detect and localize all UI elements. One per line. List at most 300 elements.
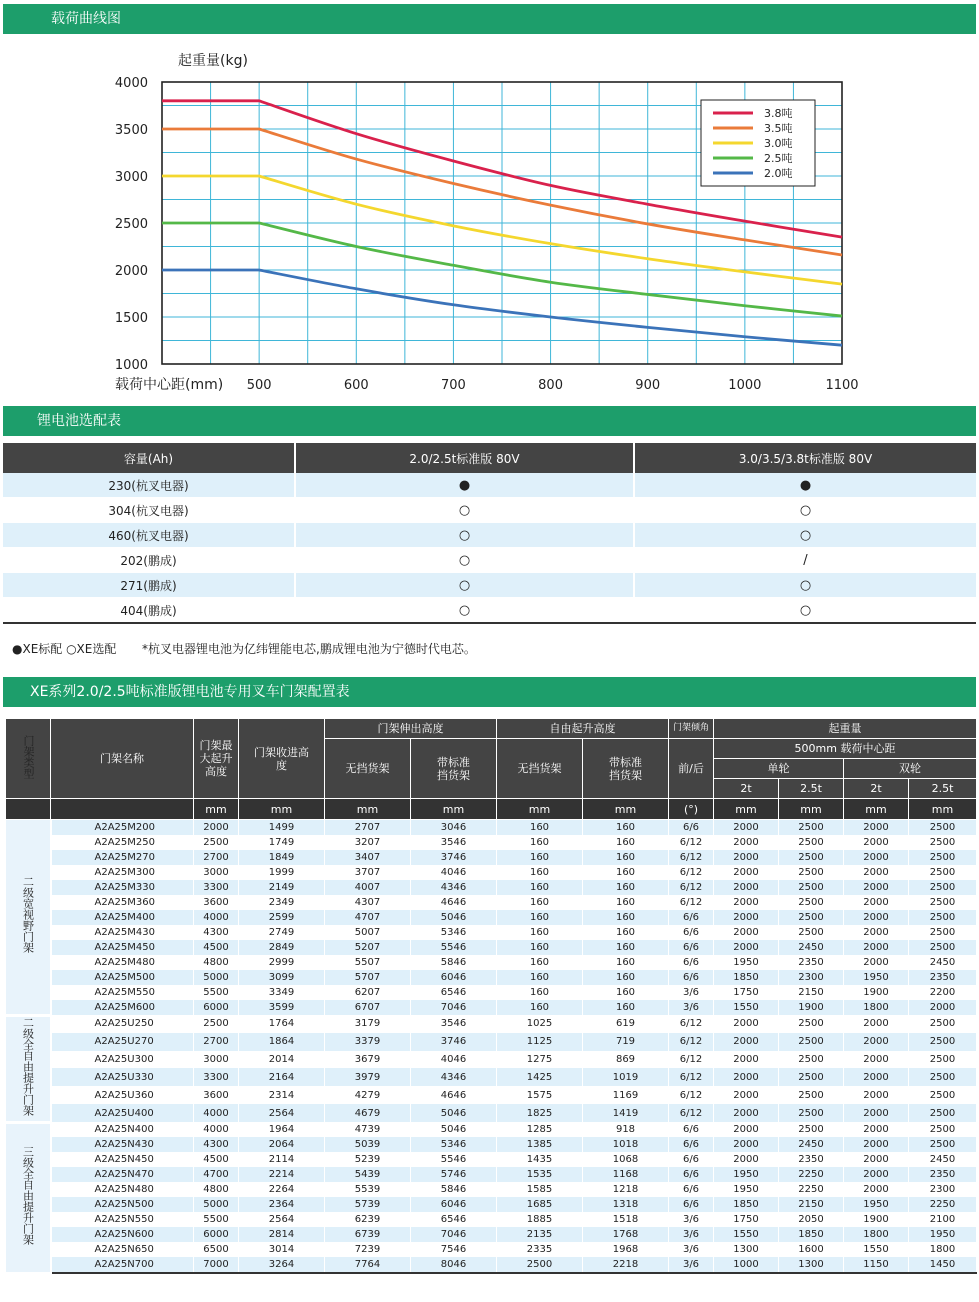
y-tick-label: 2500	[114, 217, 148, 232]
mast-value-cell: 4679	[325, 1104, 411, 1122]
mast-value-cell: 1900	[844, 1212, 909, 1227]
mast-value-cell: 1950	[714, 1167, 779, 1182]
mast-value-cell: 2000	[714, 895, 779, 910]
mast-value-cell: 2500	[779, 910, 844, 925]
mast-value-cell: 2164	[239, 1068, 325, 1086]
mast-row	[6, 910, 977, 925]
mast-value-cell: 2350	[909, 1167, 977, 1182]
mast-value-cell: 6/6	[669, 970, 714, 985]
mast-value-cell: 3600	[194, 1086, 239, 1104]
mast-value-cell: 6/6	[669, 940, 714, 955]
unit-cell: mm	[583, 799, 669, 820]
mast-value-cell: 6546	[411, 985, 497, 1000]
mast-type-label: 二级全自由提升门架	[21, 1016, 35, 1116]
mast-value-cell: 1750	[714, 985, 779, 1000]
mast-value-cell: 2500	[779, 1086, 844, 1104]
mast-value-cell: 2000	[844, 1068, 909, 1086]
mast-value-cell: 1950	[909, 1227, 977, 1242]
mast-value-cell: 2450	[779, 940, 844, 955]
mast-value-cell: 1950	[844, 1197, 909, 1212]
mast-value-cell: 2000	[844, 880, 909, 895]
mast-value-cell: 2000	[909, 1000, 977, 1015]
mast-value-cell: 1764	[239, 1015, 325, 1033]
mast-value-cell: 2264	[239, 1182, 325, 1197]
mast-value-cell: 2500	[909, 1137, 977, 1152]
mast-value-cell: 2149	[239, 880, 325, 895]
mast-value-cell: 2500	[909, 925, 977, 940]
mast-type-label: 二级宽视野门架	[21, 875, 35, 953]
mast-value-cell: 2200	[909, 985, 977, 1000]
free-lift-header: 自由起升高度	[497, 719, 669, 739]
mast-value-cell: 160	[497, 925, 583, 940]
mast-value-cell: 6/6	[669, 1122, 714, 1137]
battery-row	[3, 473, 976, 498]
mast-row	[6, 820, 977, 836]
tilt-header: 门架倾角	[669, 719, 714, 739]
mast-value-cell: 5546	[411, 1152, 497, 1167]
mast-value-cell: 5007	[325, 925, 411, 940]
mast-row	[6, 850, 977, 865]
mast-value-cell: 4000	[194, 1104, 239, 1122]
legend-label: 3.8吨	[764, 107, 793, 120]
mast-value-cell: 6207	[325, 985, 411, 1000]
mast-name-cell: A2A25U330	[51, 1068, 194, 1086]
mast-value-cell: 3300	[194, 880, 239, 895]
mast-value-cell: 5046	[411, 1104, 497, 1122]
unit-cell: mm	[194, 799, 239, 820]
mast-value-cell: 7046	[411, 1000, 497, 1015]
mast-value-cell: 5346	[411, 925, 497, 940]
mast-value-cell: 6546	[411, 1212, 497, 1227]
y-tick-label: 1500	[114, 311, 148, 326]
mast-value-cell: 5039	[325, 1137, 411, 1152]
single-2t-header: 2t	[714, 779, 779, 799]
mast-value-cell: 160	[583, 850, 669, 865]
mast-value-cell: 3746	[411, 850, 497, 865]
mast-config-table	[5, 718, 977, 1275]
mast-value-cell: 160	[583, 970, 669, 985]
mast-value-cell: 4800	[194, 1182, 239, 1197]
mast-value-cell: 6/12	[669, 895, 714, 910]
battery-capacity-cell: 271(鹏成)	[3, 573, 295, 598]
mast-value-cell: 1864	[239, 1033, 325, 1051]
mast-value-cell: 2000	[844, 1182, 909, 1197]
mast-value-cell: 160	[583, 940, 669, 955]
mast-name-cell: A2A25M430	[51, 925, 194, 940]
battery-section-title: 锂电池选配表	[3, 406, 976, 436]
mast-value-cell: 1518	[583, 1212, 669, 1227]
mast-value-cell: 1685	[497, 1197, 583, 1212]
unit-cell: mm	[239, 799, 325, 820]
mast-value-cell: 1850	[779, 1227, 844, 1242]
mast-value-cell: 1385	[497, 1137, 583, 1152]
mast-value-cell: 2999	[239, 955, 325, 970]
mast-row	[6, 1182, 977, 1197]
mast-value-cell: 4646	[411, 895, 497, 910]
unit-cell: mm	[714, 799, 779, 820]
mast-row	[6, 880, 977, 895]
mast-value-cell: 2500	[909, 895, 977, 910]
mast-value-cell: 3546	[411, 835, 497, 850]
mast-name-cell: A2A25U400	[51, 1104, 194, 1122]
dual-2t-header: 2t	[844, 779, 909, 799]
mast-row	[6, 940, 977, 955]
mast-value-cell: 2500	[909, 1051, 977, 1069]
mast-row	[6, 1197, 977, 1212]
mast-value-cell: 2000	[714, 1015, 779, 1033]
mast-row	[6, 1000, 977, 1015]
battery-availability-cell: ○	[634, 523, 976, 548]
mast-name-cell: A2A25N480	[51, 1182, 194, 1197]
mast-value-cell: 2000	[714, 1051, 779, 1069]
mast-value-cell: 6046	[411, 970, 497, 985]
mast-value-cell: 2500	[909, 865, 977, 880]
mast-value-cell: 4007	[325, 880, 411, 895]
mast-value-cell: 2500	[779, 1033, 844, 1051]
mast-value-cell: 4800	[194, 955, 239, 970]
mast-value-cell: 6/12	[669, 880, 714, 895]
mast-value-cell: 2000	[844, 895, 909, 910]
closed-height-header: 门架收进高度	[239, 719, 325, 799]
mast-name-cell: A2A25M270	[51, 850, 194, 865]
mast-value-cell: 2000	[714, 925, 779, 940]
mast-value-cell: 160	[497, 865, 583, 880]
mast-value-cell: 2000	[194, 820, 239, 836]
unit-cell: mm	[844, 799, 909, 820]
mast-value-cell: 2500	[779, 895, 844, 910]
mast-value-cell: 3600	[194, 895, 239, 910]
mast-value-cell: 6/6	[669, 820, 714, 836]
mast-value-cell: 160	[497, 820, 583, 836]
mast-value-cell: 160	[497, 850, 583, 865]
mast-value-cell: 2450	[779, 1137, 844, 1152]
mast-value-cell: 1964	[239, 1122, 325, 1137]
x-tick-label: 700	[441, 378, 466, 393]
mast-value-cell: 1900	[779, 1000, 844, 1015]
mast-value-cell: 2000	[714, 1086, 779, 1104]
mast-value-cell: 1318	[583, 1197, 669, 1212]
battery-legend-note	[12, 640, 476, 657]
mast-value-cell: 6/6	[669, 925, 714, 940]
mast-value-cell: 1768	[583, 1227, 669, 1242]
free-no-backrest-header: 无挡货架	[497, 739, 583, 799]
mast-value-cell: 2000	[714, 880, 779, 895]
mast-value-cell: 3300	[194, 1068, 239, 1086]
mast-value-cell: 4046	[411, 865, 497, 880]
mast-value-cell: 3707	[325, 865, 411, 880]
mast-value-cell: 2500	[909, 1122, 977, 1137]
mast-value-cell: 2000	[844, 940, 909, 955]
mast-value-cell: 3/6	[669, 985, 714, 1000]
mast-value-cell: 5846	[411, 955, 497, 970]
mast-name-cell: A2A25M300	[51, 865, 194, 880]
battery-row	[3, 598, 976, 624]
standard-25t-header: 2.0/2.5t标准版 80V	[295, 443, 634, 473]
mast-value-cell: 5500	[194, 985, 239, 1000]
mast-value-cell: 2000	[714, 820, 779, 836]
unit-cell: mm	[411, 799, 497, 820]
mast-value-cell: 160	[583, 835, 669, 850]
mast-name-cell: A2A25N500	[51, 1197, 194, 1212]
legend-label: 2.5吨	[764, 152, 793, 165]
mast-value-cell: 2214	[239, 1167, 325, 1182]
mast-value-cell: 6239	[325, 1212, 411, 1227]
mast-value-cell: 3014	[239, 1242, 325, 1257]
battery-capacity-cell: 202(鹏成)	[3, 548, 295, 573]
mast-value-cell: 2500	[909, 880, 977, 895]
mast-value-cell: 3379	[325, 1033, 411, 1051]
mast-row	[6, 955, 977, 970]
mast-row	[6, 970, 977, 985]
mast-value-cell: 1150	[844, 1257, 909, 1273]
capacity-header: 容量(Ah)	[3, 443, 295, 473]
mast-value-cell: 1600	[779, 1242, 844, 1257]
battery-header-row	[3, 443, 976, 473]
y-tick-label: 1000	[114, 358, 148, 373]
front-back-header: 前/后	[669, 739, 714, 799]
mast-value-cell: 3046	[411, 820, 497, 836]
mast-value-cell: 2450	[909, 955, 977, 970]
y-tick-label: 4000	[114, 76, 148, 91]
mast-value-cell: 1550	[714, 1000, 779, 1015]
mast-value-cell: 2350	[779, 955, 844, 970]
extended-no-backrest-header: 无挡货架	[325, 739, 411, 799]
mast-value-cell: 1168	[583, 1167, 669, 1182]
mast-value-cell: 2250	[779, 1182, 844, 1197]
x-tick-label: 500	[246, 378, 272, 393]
mast-name-header: 门架名称	[51, 719, 194, 799]
mast-name-cell: A2A25M480	[51, 955, 194, 970]
battery-availability-cell: ○	[295, 573, 634, 598]
mast-row	[6, 1086, 977, 1104]
mast-name-cell: A2A25M550	[51, 985, 194, 1000]
battery-availability-cell: ○	[295, 598, 634, 624]
mast-value-cell: 2314	[239, 1086, 325, 1104]
dual-25t-header: 2.5t	[909, 779, 977, 799]
mast-value-cell: 2707	[325, 820, 411, 836]
battery-availability-cell: ○	[634, 573, 976, 598]
mast-value-cell: 2000	[844, 955, 909, 970]
mast-name-cell: A2A25U250	[51, 1015, 194, 1033]
mast-value-cell: 5000	[194, 1197, 239, 1212]
mast-value-cell: 2000	[844, 910, 909, 925]
mast-value-cell: 2500	[497, 1257, 583, 1273]
mast-value-cell: 2500	[909, 1068, 977, 1086]
mast-value-cell: 160	[497, 955, 583, 970]
battery-row	[3, 498, 976, 523]
mast-value-cell: 5846	[411, 1182, 497, 1197]
mast-value-cell: 5539	[325, 1182, 411, 1197]
mast-value-cell: 2500	[779, 1015, 844, 1033]
mast-value-cell: 2014	[239, 1051, 325, 1069]
mast-value-cell: 2218	[583, 1257, 669, 1273]
mast-value-cell: 2000	[714, 1122, 779, 1137]
mast-value-cell: 2349	[239, 895, 325, 910]
mast-value-cell: 3000	[194, 865, 239, 880]
mast-value-cell: 160	[583, 895, 669, 910]
mast-value-cell: 2000	[714, 865, 779, 880]
mast-value-cell: 2000	[844, 1167, 909, 1182]
mast-value-cell: 2250	[779, 1167, 844, 1182]
single-25t-header: 2.5t	[779, 779, 844, 799]
mast-value-cell: 4300	[194, 925, 239, 940]
chart-section-title: 载荷曲线图	[3, 4, 976, 34]
battery-row	[3, 573, 976, 598]
mast-value-cell: 5207	[325, 940, 411, 955]
mast-value-cell: 2500	[779, 850, 844, 865]
mast-value-cell: 2000	[844, 835, 909, 850]
mast-row	[6, 1015, 977, 1033]
mast-value-cell: 1535	[497, 1167, 583, 1182]
mast-value-cell: 4307	[325, 895, 411, 910]
mast-value-cell: 1275	[497, 1051, 583, 1069]
mast-value-cell: 6/12	[669, 1015, 714, 1033]
x-tick-label: 600	[343, 378, 369, 393]
mast-value-cell: 160	[583, 880, 669, 895]
mast-value-cell: 4346	[411, 1068, 497, 1086]
mast-name-cell: A2A25M330	[51, 880, 194, 895]
mast-value-cell: 1575	[497, 1086, 583, 1104]
mast-value-cell: 5739	[325, 1197, 411, 1212]
mast-value-cell: 5746	[411, 1167, 497, 1182]
mast-value-cell: 3/6	[669, 1212, 714, 1227]
mast-row	[6, 1104, 977, 1122]
legend-label: 3.5吨	[764, 122, 793, 135]
dual-tire-header: 双轮	[844, 759, 977, 779]
mast-name-cell: A2A25N450	[51, 1152, 194, 1167]
legend-label: 2.0吨	[764, 167, 793, 180]
mast-value-cell: 2500	[779, 865, 844, 880]
mast-value-cell: 2749	[239, 925, 325, 940]
mast-row	[6, 1051, 977, 1069]
mast-value-cell: 160	[583, 820, 669, 836]
mast-value-cell: 3407	[325, 850, 411, 865]
mast-name-cell: A2A25N700	[51, 1257, 194, 1273]
mast-value-cell: 2350	[779, 1152, 844, 1167]
mast-value-cell: 5500	[194, 1212, 239, 1227]
mast-value-cell: 6/6	[669, 1137, 714, 1152]
battery-capacity-cell: 404(鹏成)	[3, 598, 295, 624]
mast-value-cell: 2500	[779, 880, 844, 895]
mast-value-cell: 1800	[844, 1227, 909, 1242]
mast-value-cell: 2000	[714, 1137, 779, 1152]
mast-value-cell: 1950	[714, 955, 779, 970]
mast-value-cell: 6/12	[669, 835, 714, 850]
mast-value-cell: 2500	[779, 925, 844, 940]
mast-value-cell: 2300	[779, 970, 844, 985]
battery-capacity-cell: 460(杭叉电器)	[3, 523, 295, 548]
mast-row	[6, 1257, 977, 1273]
battery-availability-cell: ○	[634, 498, 976, 523]
mast-value-cell: 2114	[239, 1152, 325, 1167]
mast-value-cell: 3546	[411, 1015, 497, 1033]
battery-availability-cell: ○	[634, 598, 976, 624]
mast-value-cell: 3/6	[669, 1000, 714, 1015]
mast-row	[6, 925, 977, 940]
mast-value-cell: 2849	[239, 940, 325, 955]
battery-footnote: *杭叉电器锂电池为亿纬锂能电芯,鹏成锂电池为宁德时代电芯。	[142, 642, 476, 656]
mast-value-cell: 6/6	[669, 910, 714, 925]
mast-value-cell: 5546	[411, 940, 497, 955]
mast-value-cell: 2500	[909, 1033, 977, 1051]
mast-value-cell: 2599	[239, 910, 325, 925]
battery-row	[3, 548, 976, 573]
mast-row	[6, 1242, 977, 1257]
mast-value-cell: 6/6	[669, 955, 714, 970]
mast-value-cell: 2500	[909, 835, 977, 850]
mast-value-cell: 3349	[239, 985, 325, 1000]
mast-value-cell: 2500	[909, 850, 977, 865]
mast-value-cell: 7046	[411, 1227, 497, 1242]
mast-value-cell: 160	[497, 910, 583, 925]
battery-availability-cell: ●	[295, 473, 634, 498]
mast-value-cell: 3/6	[669, 1227, 714, 1242]
battery-availability-cell: ○	[295, 548, 634, 573]
max-lift-header: 门架最大起升高度	[194, 719, 239, 799]
x-tick-label: 1000	[728, 378, 762, 393]
y-tick-label: 3000	[114, 170, 148, 185]
mast-value-cell: 5439	[325, 1167, 411, 1182]
mast-value-cell: 2000	[844, 865, 909, 880]
mast-value-cell: 3979	[325, 1068, 411, 1086]
mast-value-cell: 1169	[583, 1086, 669, 1104]
mast-value-cell: 1950	[844, 970, 909, 985]
mast-value-cell: 8046	[411, 1257, 497, 1273]
mast-row	[6, 1167, 977, 1182]
mast-value-cell: 160	[497, 835, 583, 850]
mast-value-cell: 2250	[909, 1197, 977, 1212]
mast-value-cell: 2500	[779, 1051, 844, 1069]
mast-row	[6, 1137, 977, 1152]
mast-row	[6, 835, 977, 850]
mast-value-cell: 160	[583, 985, 669, 1000]
mast-value-cell: 3264	[239, 1257, 325, 1273]
mast-value-cell: 6/12	[669, 1068, 714, 1086]
mast-name-cell: A2A25M250	[51, 835, 194, 850]
mast-value-cell: 4000	[194, 1122, 239, 1137]
mast-value-cell: 1218	[583, 1182, 669, 1197]
mast-value-cell: 2135	[497, 1227, 583, 1242]
mast-value-cell: 4000	[194, 910, 239, 925]
mast-value-cell: 4707	[325, 910, 411, 925]
mast-value-cell: 2000	[844, 1015, 909, 1033]
mast-name-cell: A2A25N650	[51, 1242, 194, 1257]
mast-value-cell: 2700	[194, 850, 239, 865]
mast-value-cell: 1950	[714, 1182, 779, 1197]
mast-name-cell: A2A25M500	[51, 970, 194, 985]
mast-value-cell: 918	[583, 1122, 669, 1137]
mast-value-cell: 2000	[844, 1033, 909, 1051]
mast-name-cell: A2A25M450	[51, 940, 194, 955]
mast-name-cell: A2A25N600	[51, 1227, 194, 1242]
mast-value-cell: 2000	[844, 1137, 909, 1152]
mast-value-cell: 2150	[779, 985, 844, 1000]
mast-value-cell: 3179	[325, 1015, 411, 1033]
mast-value-cell: 2000	[844, 925, 909, 940]
mast-value-cell: 2300	[909, 1182, 977, 1197]
mast-name-cell: A2A25N550	[51, 1212, 194, 1227]
mast-value-cell: 2000	[714, 910, 779, 925]
mast-value-cell: 1550	[844, 1242, 909, 1257]
mast-value-cell: 2000	[714, 1152, 779, 1167]
battery-capacity-cell: 304(杭叉电器)	[3, 498, 295, 523]
mast-type-cell	[6, 1015, 51, 1122]
mast-value-cell: 4300	[194, 1137, 239, 1152]
mast-value-cell: 4500	[194, 1152, 239, 1167]
mast-value-cell: 2500	[779, 1068, 844, 1086]
mast-value-cell: 2500	[779, 835, 844, 850]
mast-value-cell: 1750	[714, 1212, 779, 1227]
